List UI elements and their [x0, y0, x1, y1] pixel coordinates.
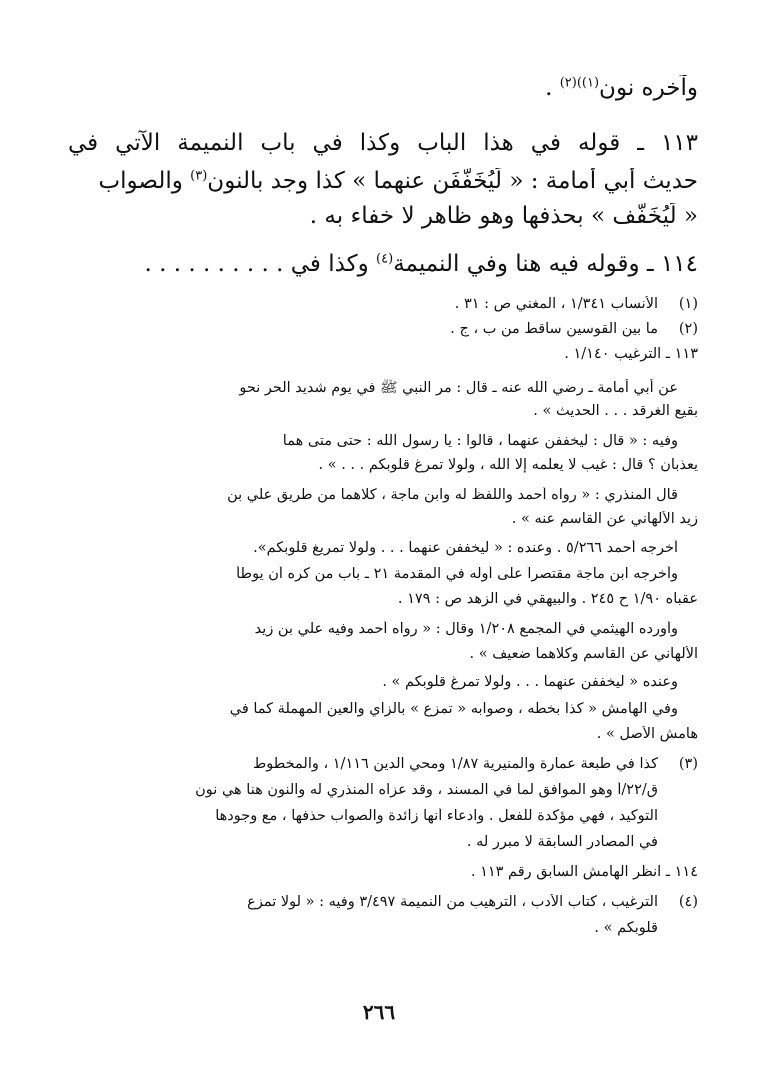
footnote-1-text: الأنساب ١/٣٤١ ، المغني ص : ٣١ . — [454, 296, 658, 312]
footnote-ref-1[interactable]: (١) — [581, 75, 600, 91]
footnote-2-number: (٢) — [678, 321, 698, 337]
para-113-line-2-end: والصواب — [98, 168, 191, 194]
para-113-line-2 — [68, 168, 698, 194]
comment-113-line: أخرجه أحمد ٥/٢٦٦ . وعنده : « ليخففن عنهما . . . ولولا تمريغ قلوبكم». — [253, 540, 678, 556]
footnote-4-number: (٤) — [678, 894, 698, 910]
footnote-3-line: التوكيد ، فهي مؤكدة للفعل . وادعاء أنها زائدة والصواب حذفها ، مع وجودها — [215, 808, 658, 824]
comment-113-line: وفي الهامش « كذا بخطه ، وصوابه « تمزع » بالزاي والعين المهملة كما في — [229, 701, 678, 717]
comment-114-heading: ١١٤ ـ انظر الهامش السابق رقم ١١٣ . — [470, 864, 698, 880]
comment-113-line: وعنده « ليخففن عنهما . . . ولولا تمرغ قلوبكم » . — [382, 674, 678, 690]
comment-113-line: قال المنذري : « رواه أحمد واللفظ له وابن ماجة ، كلاهما من طريق علي بن — [227, 487, 678, 503]
footnote-3-line: ق/٢٢/أ وهو الموافق لما في المسند ، وقد عزاه المنذري له والنون هنا هي نون — [195, 782, 658, 798]
comment-113-line: عقباه ١/٩٠ ح ٢٤٥ . والبيهقي في الزهد ص : ١٧٩ . — [397, 591, 698, 607]
main-line-0 — [68, 75, 698, 101]
main-line-0-end: . — [545, 75, 560, 101]
page-number: ٢٦٦ — [362, 1000, 396, 1024]
footnote-3-line: في المصادر السابقة لا مبرر له . — [466, 834, 658, 850]
footnote-ref-2[interactable]: )(٢) — [559, 75, 582, 91]
footnote-4-line: الترغيب ، كتاب الأدب ، الترهيب من النميمة ٣/٤٩٧ وفيه : « لولا تمزع — [247, 894, 658, 910]
footnote-1-number: (١) — [678, 296, 698, 312]
para-113-line-2-text: حديث أبي أمامة : « لَيُخَفَّفَن عنهما » كذا وجد بالنون — [207, 168, 698, 194]
comment-113-line: وأورده الهيثمي في المجمع ١/٢٠٨ وقال : « رواه أحمد وفيه علي بن زيد — [254, 621, 678, 637]
para-114-text: ١١٤ ـ وقوله فيه هنا وفي النميمة — [393, 251, 698, 277]
footnote-3-line: كذا في طبعة عمارة والمنيرية ١/٨٧ ومحي الدين ١/١١٦ ، والمخطوط — [252, 756, 658, 772]
footnote-3 — [58, 756, 698, 866]
para-114-end: وكذا في . . . . . . . . . . — [144, 251, 377, 277]
para-113-line-1: ١١٣ ـ قوله في هذا الباب وكذا في باب النميمة الآتي في — [68, 130, 698, 156]
comment-113-line: وأخرجه ابن ماجة مقتصراً على أوله في المقدمة ٢١ ـ باب من كره أن يوطأ — [236, 566, 678, 582]
comment-113-line: بقيع الغرقد . . . الحديث » . — [533, 403, 698, 419]
comment-113-line: هامش الأصل » . — [596, 726, 698, 742]
para-113-line-3: « لَيُخَفَّف » بحذفها وهو ظاهر لا خفاء به . — [309, 203, 698, 229]
comment-113-line: زيد الألهاني عن القاسم عنه » . — [511, 511, 698, 527]
comment-113-heading: ١١٣ ـ الترغيب ١/١٤٠ . — [564, 346, 698, 362]
footnote-2-text: ما بين القوسين ساقط من ب ، ج . — [450, 321, 658, 337]
main-line-0-text: وآخره نون — [599, 75, 698, 101]
para-114 — [68, 251, 698, 277]
footnote-ref-4[interactable]: (٤) — [376, 251, 394, 267]
comment-113-line: يعذبان ؟ قال : غيب لا يعلمه إلا الله ، ولولا تمرغ قلوبكم . . . » . — [318, 457, 698, 473]
footnote-4-line: قلوبكم » . — [594, 920, 658, 936]
comment-113-line: وفيه : « قال : ليخففن عنهما ، قالوا : يا رسول الله : حتى متى هما — [282, 433, 678, 449]
footnote-ref-3[interactable]: (٣) — [190, 168, 208, 184]
footnote-4 — [58, 894, 698, 954]
comment-113-line: الألهاني عن القاسم وكلاهما ضعيف » . — [469, 646, 698, 662]
comment-113-line: عن أبي أمامة ـ رضي الله عنه ـ قال : مر النبي ﷺ في يوم شديد الحر نحو — [239, 380, 678, 396]
footnote-3-number: (٣) — [678, 756, 698, 772]
